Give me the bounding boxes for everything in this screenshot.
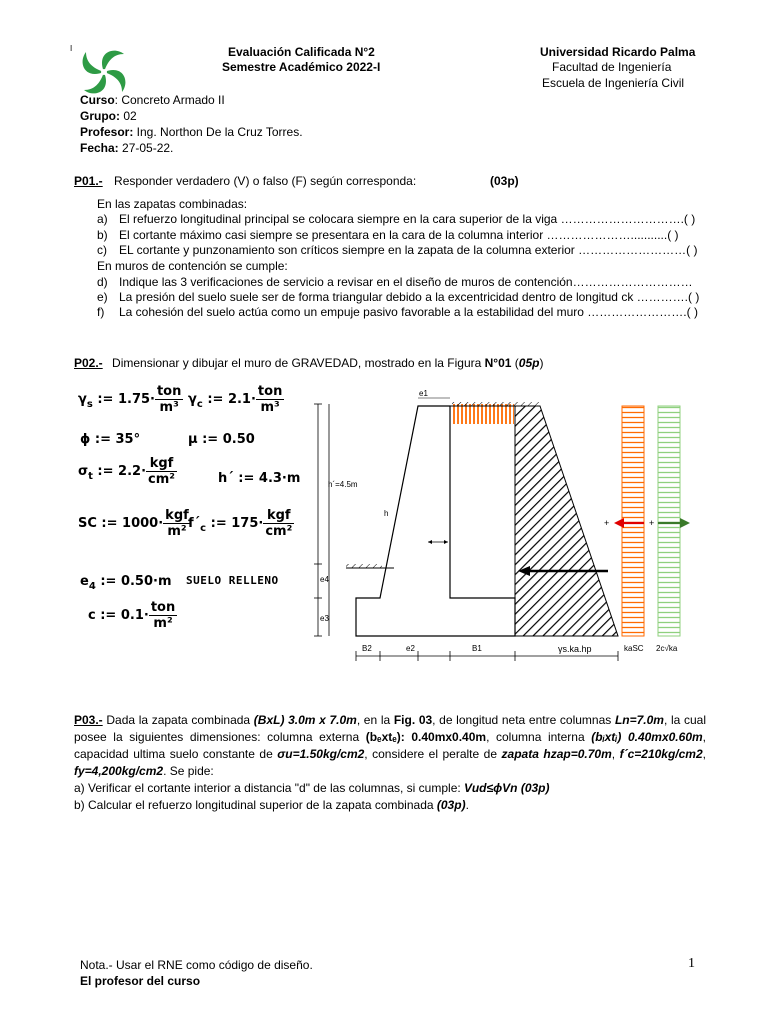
- curso-value: : Concreto Armado II: [114, 93, 225, 107]
- param-mu: μ := 0.50: [188, 432, 255, 447]
- left-ground-hatch: [346, 564, 382, 568]
- fecha-label: Fecha:: [80, 141, 119, 155]
- p03-number: P03.-: [74, 713, 103, 727]
- label-e3: e3: [320, 614, 329, 623]
- footer-note: Nota.- Usar el RNE como código de diseño.: [80, 958, 313, 972]
- evaluation-title: Evaluación Calificada N°2: [228, 45, 375, 59]
- fecha-value: 27-05-22.: [118, 141, 174, 155]
- param-fc: $f´_c$ := 175· $\frac{\text{kgf}}{\text{cm²}}$: [188, 508, 293, 539]
- p01-item-c: c) EL cortante y punzonamiento son críticos siempre en la zapata de la columna exterior ………………………( ): [97, 243, 698, 257]
- label-e2: e2: [406, 644, 415, 653]
- retaining-wall-figure: [296, 382, 696, 682]
- label-b1: B1: [472, 644, 482, 653]
- wall-outline: [356, 406, 515, 636]
- p03-item-b: b) Calcular el refuerzo longitudinal superior de la zapata combinada: [74, 798, 437, 812]
- label-e1: e1: [419, 389, 428, 398]
- label-plus-1: +: [604, 518, 610, 528]
- label-h-right: h: [384, 509, 389, 518]
- page-number: 1: [688, 956, 695, 971]
- label-ka-sc: kaSC: [624, 644, 644, 653]
- param-e4: $e_4$ := 0.50·m: [80, 574, 172, 592]
- p02-number: P02.-: [74, 356, 103, 370]
- p01-statement: Responder verdadero (V) o falso (F) según corresponda:: [114, 174, 417, 188]
- p03-item-a: a) Verificar el cortante interior a distancia "d" de las columnas, si cumple:: [74, 781, 465, 795]
- param-sigma-t: $\sigma_t$ := 2.2· $\frac{\text{kgf}}{\text{cm²}}$: [78, 456, 175, 487]
- course-info: [80, 92, 303, 156]
- p01-intro-zapatas: En las zapatas combinadas:: [97, 197, 248, 211]
- p01-number: P01.-: [74, 174, 103, 188]
- label-plus-2: +: [649, 518, 655, 528]
- active-pressure-wedge: [515, 406, 618, 636]
- param-phi: ϕ := 35°: [80, 432, 141, 447]
- semester: Semestre Académico 2022-I: [222, 60, 381, 74]
- footer-signature: El profesor del curso: [80, 974, 201, 988]
- suelo-relleno-label: SUELO RELLENO: [186, 574, 279, 587]
- top-ground-hatch: [452, 402, 540, 406]
- label-e4: e4: [320, 575, 329, 584]
- param-gamma-c: $\gamma_c$ := 2.1· $\frac{\text{ton}}{\text{m³}}$: [188, 384, 283, 415]
- p01-item-d: d) Indique las 3 verificaciones de servicio a revisar en el diseño de muros de contención…………………………: [97, 275, 693, 289]
- curso-label: Curso: [80, 93, 115, 107]
- label-b2: B2: [362, 644, 372, 653]
- p02-points: 05p: [518, 356, 540, 370]
- cohesion-pressure-band: [658, 406, 680, 636]
- school-name: Escuela de Ingeniería Civil: [542, 76, 685, 90]
- param-c: c := 0.1· $\frac{\text{ton}}{\text{m²}}$: [88, 600, 176, 631]
- p01-item-b: b) El cortante máximo casi siempre se presentara en la cara de la columna interior …………………...........( ): [97, 228, 679, 242]
- p02-header: P02.- Dimensionar y dibujar el muro de GRAVEDAD, mostrado en la Figura N°01 (05p): [74, 356, 544, 370]
- university-name: Universidad Ricardo Palma: [540, 45, 696, 59]
- param-h: h´ := 4.3·m: [218, 471, 301, 486]
- label-h: h´=4.5m: [328, 480, 358, 489]
- surcharge-load: [452, 404, 514, 424]
- p03-block: P03.- Dada la zapata combinada (BxL) 3.0m x 7.0m, en la Fig. 03, de longitud neta entre columnas Ln=7.0m, la cual posee la siguientes dimensiones: columna externa (bₑxtₑ): 0.40mx0.40m, columna interna (bᵢxtᵢ) 0.40mx0.60m, capacidad ultima suelo constante de σu=1.50kg/cm2, considere el peralte de zapata hzap=0.70m, f´c=210kg/cm2, fy=4,200kg/cm2. Se pide: a) Verificar el cortante interior a distancia "d" de las columnas, si cumple: Vud≤ϕVn (03p) b) Calcular el refuerzo longitudinal superior de la zapata combinada (03p).: [74, 713, 707, 812]
- profesor-label: Profesor:: [80, 125, 134, 139]
- p01-intro-muros: En muros de contención se cumple:: [97, 259, 288, 273]
- faculty-name: Facultad de Ingeniería: [552, 60, 672, 74]
- p02-statement: Dimensionar y dibujar el muro de GRAVEDAD, mostrado en la Figura: [112, 356, 485, 370]
- label-2c: 2c√ka: [656, 644, 678, 653]
- param-gamma-s: $\gamma_s$ := 1.75· $\frac{\text{ton}}{\text{m³}}$: [78, 384, 182, 415]
- ka-sc-pressure-band: [622, 406, 644, 636]
- p01-header: [74, 174, 416, 188]
- mark: I: [70, 44, 73, 53]
- grupo-value: 02: [120, 109, 137, 123]
- grupo-label: Grupo:: [80, 109, 120, 123]
- p02-figure-ref: N°01: [484, 356, 512, 370]
- profesor-value: Ing. Northon De la Cruz Torres.: [133, 125, 303, 139]
- p01-points: (03p): [490, 174, 519, 188]
- p01-item-a: a) El refuerzo longitudinal principal se colocara siempre en la cara superior de la viga ………………………….( ): [97, 212, 696, 226]
- p01-item-f: f) La cohesión del suelo actúa como un empuje pasivo favorable a la estabilidad del muro …………………….( ): [97, 305, 698, 319]
- p01-item-e: e) La presión del suelo suele ser de forma triangular debido a la excentricidad dentro de longitud ck ………….( ): [97, 290, 700, 304]
- label-gamma: γs.ka.hp: [558, 644, 592, 654]
- university-logo: [78, 46, 130, 98]
- param-sc: SC := 1000· $\frac{\text{kgf}}{\text{m²}}$: [78, 508, 189, 539]
